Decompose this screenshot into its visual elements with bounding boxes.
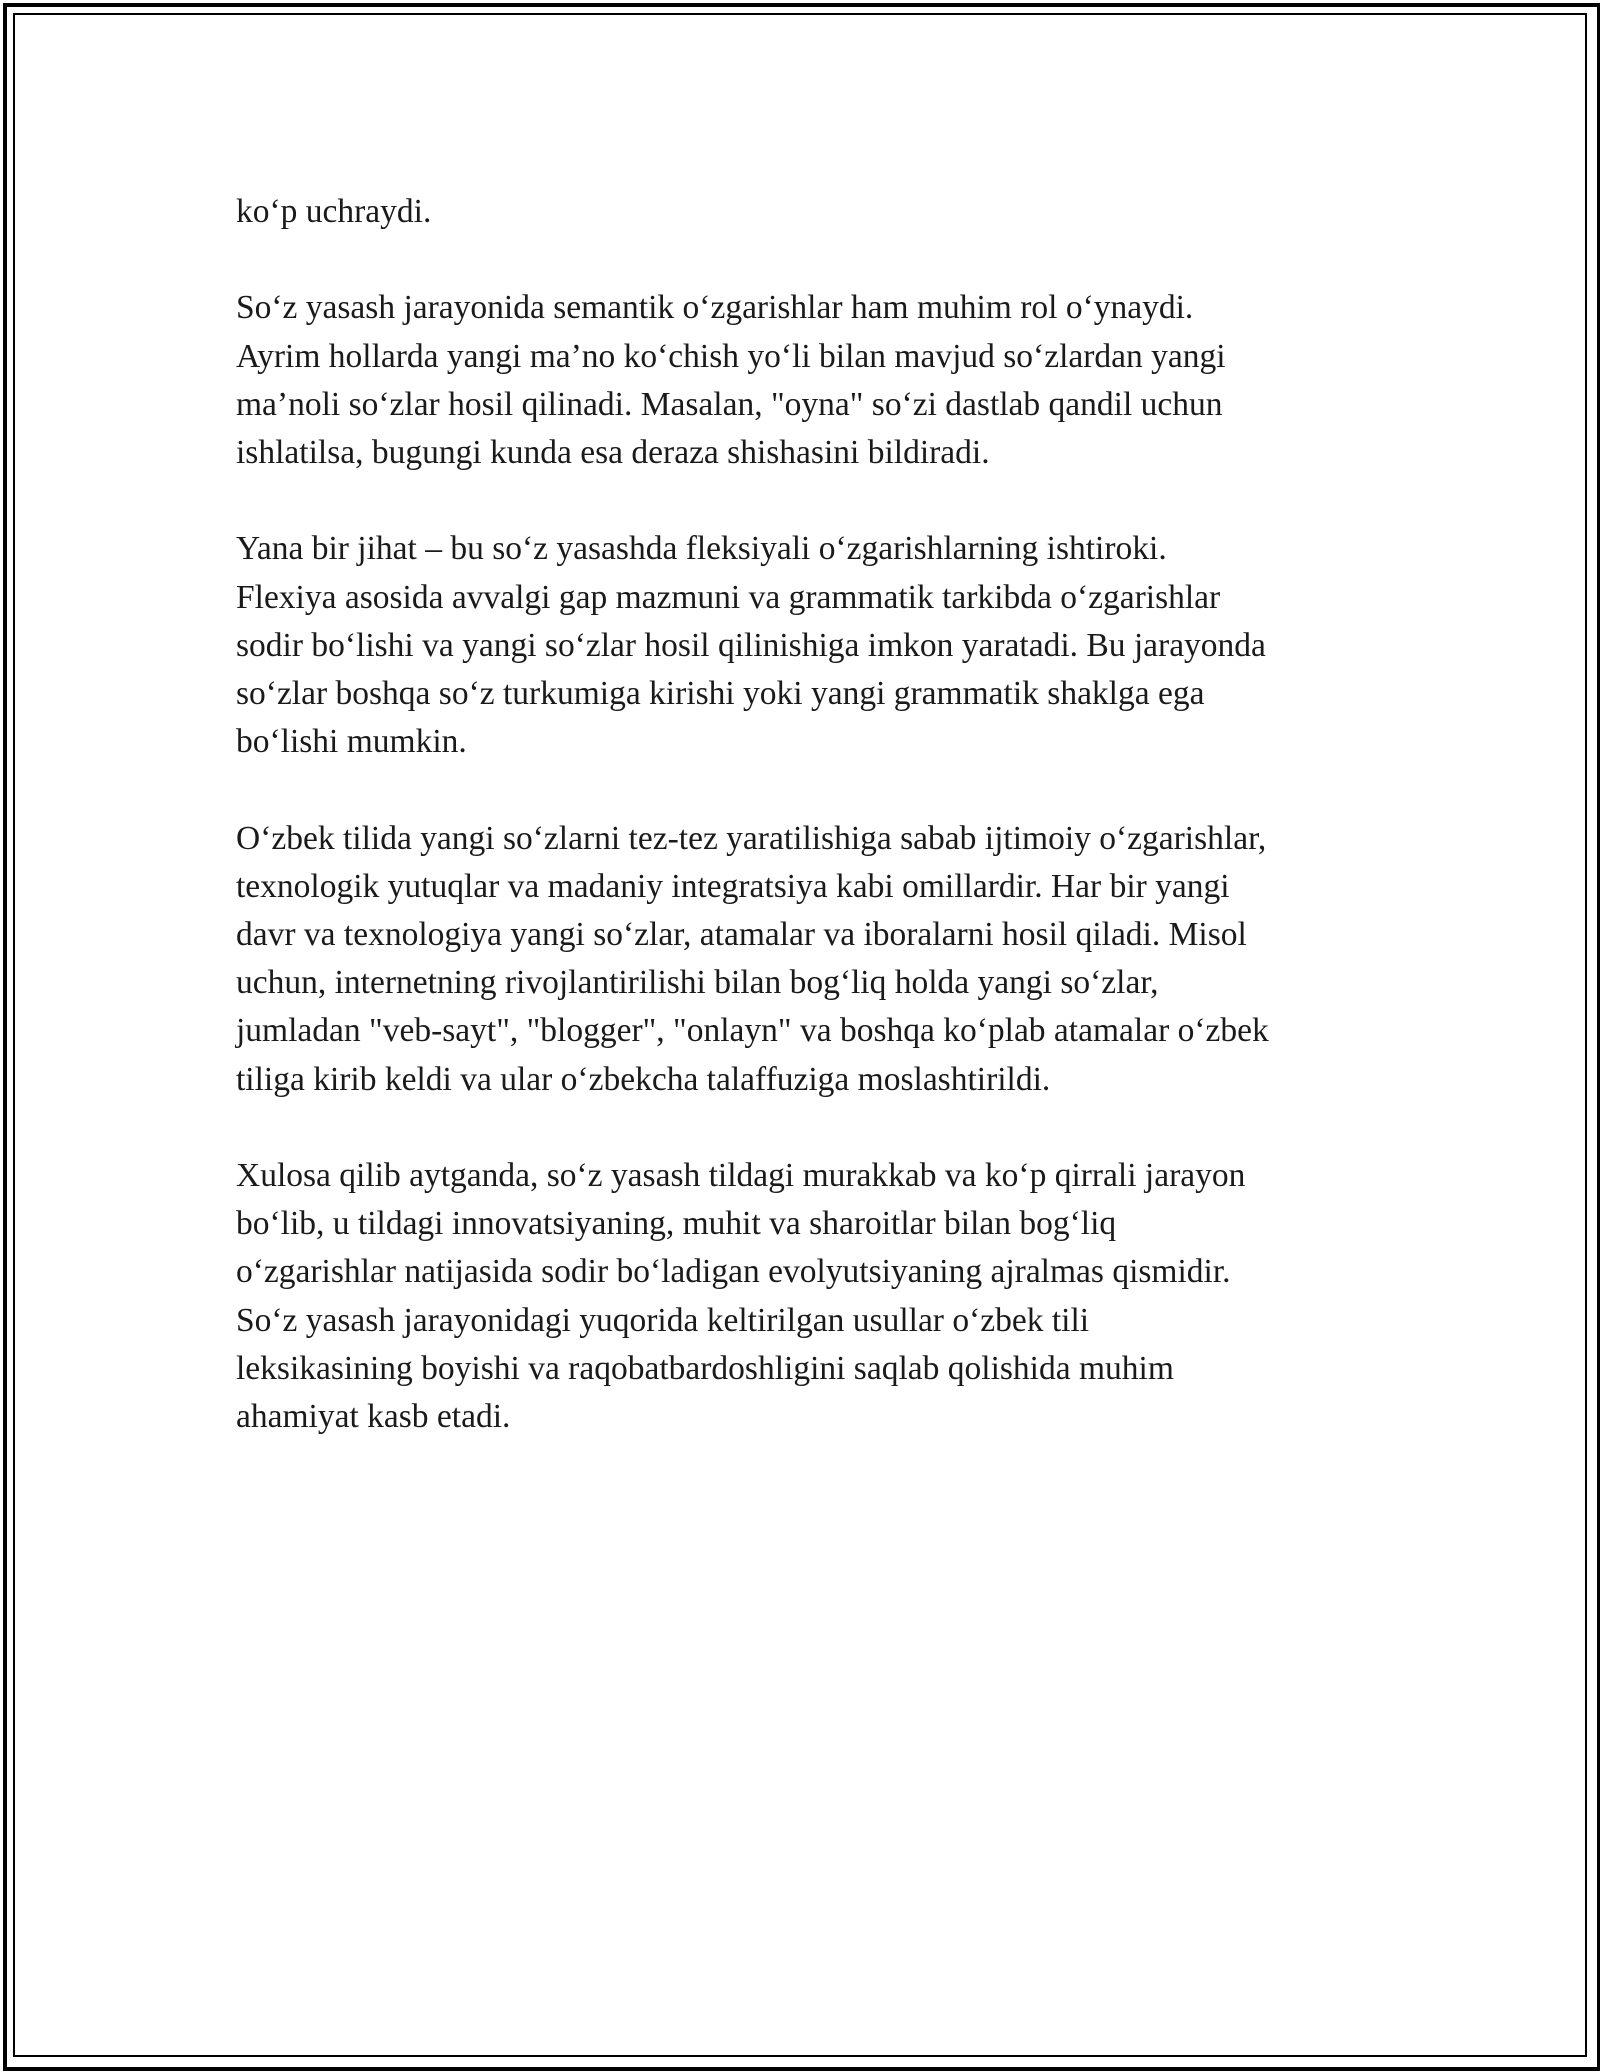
paragraph-new-words: O‘zbek tilida yangi so‘zlarni tez-tez yaratilishiga sabab ijtimoiy o‘zgarishlar, texnologik yutuqlar va madaniy integratsiya kabi omillardir. Har bir yangi davr va texnologiya yangi so‘zlar, atamalar va iboralarni hosil qiladi. Misol uchun, internetning rivojlantirilishi bilan bog‘liq holda yangi so‘zlar, jumladan "veb-sayt", "blogger", "onlayn" va boshqa ko‘plab atamalar o‘zbek tiliga kirib keldi va ular o‘zbekcha talaffuziga moslashtirildi. (236, 819, 1269, 1098)
document-body (236, 188, 1386, 1489)
paragraph-semantic-changes: So‘z yasash jarayonida semantik o‘zgarishlar ham muhim rol o‘ynaydi. Ayrim hollarda yangi ma’no ko‘chish yo‘li bilan mavjud so‘zlardan yangi ma’noli so‘zlar hosil qilinadi. Masalan, "oyna" so‘zi dastlab qandil uchun ishlatilsa, bugungi kunda esa deraza shishasini bildiradi. (236, 289, 1226, 471)
paragraph-flexion: Yana bir jihat – bu so‘z yasashda fleksiyali o‘zgarishlarning ishtiroki. Flexiya asosida avvalgi gap mazmuni va grammatik tarkibda o‘zgarishlar sodir bo‘lishi va yangi so‘zlar hosil qilinishiga imkon yaratadi. Bu jarayonda so‘zlar boshqa so‘z turkumiga kirishi yoki yangi grammatik shaklga ega bo‘lishi mumkin. (236, 530, 1266, 761)
paragraph-conclusion: Xulosa qilib aytganda, so‘z yasash tildagi murakkab va ko‘p qirrali jarayon bo‘lib, u tildagi innovatsiyaning, muhit va sharoitlar bilan bog‘liq o‘zgarishlar natijasida sodir bo‘ladigan evolyutsiyaning ajralmas qismidir. So‘z yasash jarayonidagi yuqorida keltirilgan usullar o‘zbek tili leksikasining boyishi va raqobatbardoshligini saqlab qolishida muhim ahamiyat kasb etadi. (236, 1157, 1246, 1436)
paragraph-continuation: ko‘p uchraydi. (236, 193, 432, 230)
